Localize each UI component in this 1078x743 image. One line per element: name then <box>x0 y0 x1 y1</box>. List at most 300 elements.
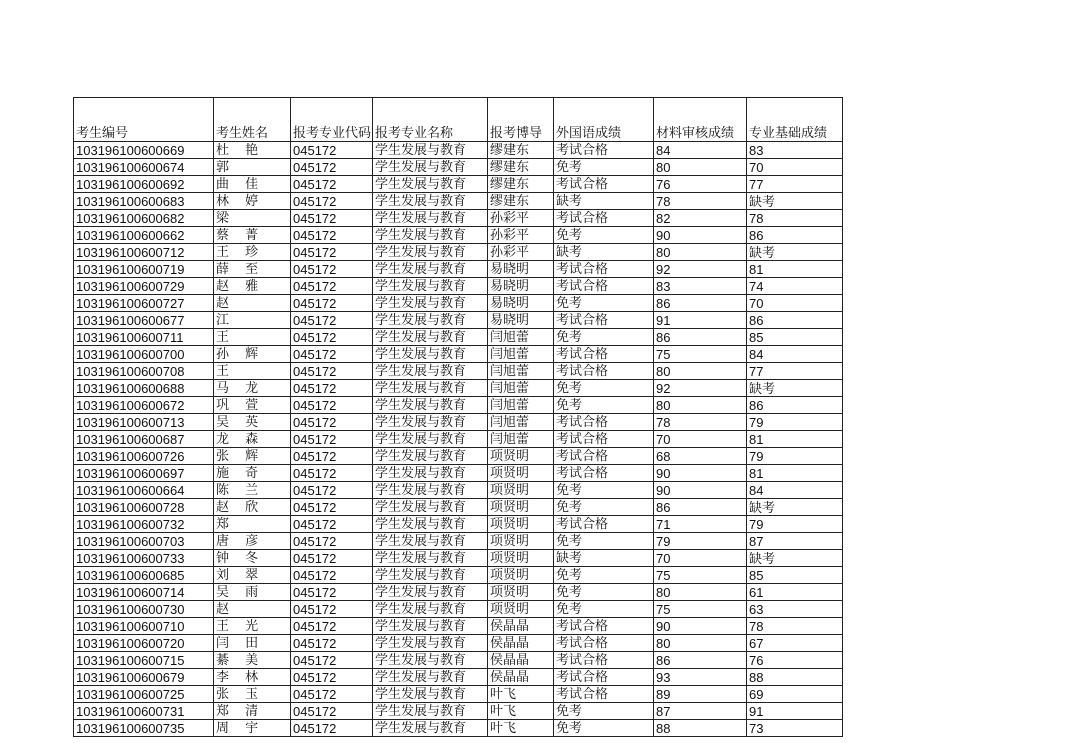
cell-foreign-language-score: 免考 <box>554 720 654 737</box>
cell-supervisor: 项贤明 <box>488 533 554 550</box>
cell-foreign-language-score: 考试合格 <box>554 516 654 533</box>
cell-foreign-language-score: 免考 <box>554 227 654 244</box>
cell-student-name: 杜 艳 <box>214 142 291 159</box>
cell-material-review-score: 90 <box>654 618 747 635</box>
cell-major-name: 学生发展与教育 <box>373 414 488 431</box>
cell-major-code: 045172 <box>291 227 373 244</box>
table-row <box>74 601 843 618</box>
cell-professional-basics-score: 86 <box>747 227 843 244</box>
cell-major-code: 045172 <box>291 244 373 261</box>
header-name: 考生姓名 <box>214 98 291 142</box>
cell-student-name: 王 珍 <box>214 244 291 261</box>
cell-exam-id: 103196100600733 <box>74 550 214 567</box>
table-row <box>74 295 843 312</box>
cell-material-review-score: 80 <box>654 244 747 261</box>
cell-major-code: 045172 <box>291 516 373 533</box>
cell-professional-basics-score: 73 <box>747 720 843 737</box>
cell-material-review-score: 79 <box>654 533 747 550</box>
cell-major-name: 学生发展与教育 <box>373 703 488 720</box>
cell-foreign-language-score: 免考 <box>554 159 654 176</box>
cell-major-code: 045172 <box>291 533 373 550</box>
cell-material-review-score: 76 <box>654 176 747 193</box>
cell-supervisor: 孙彩平 <box>488 227 554 244</box>
cell-material-review-score: 80 <box>654 363 747 380</box>
cell-exam-id: 103196100600697 <box>74 465 214 482</box>
cell-material-review-score: 87 <box>654 703 747 720</box>
cell-material-review-score: 86 <box>654 295 747 312</box>
cell-exam-id: 103196100600731 <box>74 703 214 720</box>
cell-major-name: 学生发展与教育 <box>373 584 488 601</box>
cell-exam-id: 103196100600728 <box>74 499 214 516</box>
cell-major-code: 045172 <box>291 295 373 312</box>
table-row <box>74 278 843 295</box>
cell-major-name: 学生发展与教育 <box>373 567 488 584</box>
cell-foreign-language-score: 缺考 <box>554 193 654 210</box>
cell-exam-id: 103196100600719 <box>74 261 214 278</box>
header-professional-basics: 专业基础成绩 <box>747 98 843 142</box>
cell-foreign-language-score: 免考 <box>554 601 654 618</box>
table-row <box>74 227 843 244</box>
cell-major-code: 045172 <box>291 499 373 516</box>
cell-major-name: 学生发展与教育 <box>373 448 488 465</box>
cell-student-name: 吴 雨 <box>214 584 291 601</box>
table-row <box>74 312 843 329</box>
cell-student-name: 唐 彦 <box>214 533 291 550</box>
cell-major-name: 学生发展与教育 <box>373 210 488 227</box>
cell-student-name: 赵 <box>214 295 291 312</box>
cell-student-name: 吴 英 <box>214 414 291 431</box>
cell-supervisor: 叶飞 <box>488 703 554 720</box>
cell-supervisor: 闫旭蕾 <box>488 414 554 431</box>
cell-professional-basics-score: 缺考 <box>747 550 843 567</box>
cell-foreign-language-score: 考试合格 <box>554 669 654 686</box>
cell-major-code: 045172 <box>291 397 373 414</box>
cell-material-review-score: 78 <box>654 414 747 431</box>
cell-student-name: 王 <box>214 329 291 346</box>
cell-major-code: 045172 <box>291 431 373 448</box>
cell-professional-basics-score: 缺考 <box>747 380 843 397</box>
cell-professional-basics-score: 78 <box>747 210 843 227</box>
cell-material-review-score: 92 <box>654 261 747 278</box>
cell-professional-basics-score: 70 <box>747 159 843 176</box>
cell-student-name: 江 <box>214 312 291 329</box>
cell-foreign-language-score: 免考 <box>554 380 654 397</box>
cell-major-code: 045172 <box>291 550 373 567</box>
cell-professional-basics-score: 85 <box>747 329 843 346</box>
cell-foreign-language-score: 免考 <box>554 499 654 516</box>
table-row <box>74 159 843 176</box>
cell-foreign-language-score: 免考 <box>554 482 654 499</box>
cell-major-name: 学生发展与教育 <box>373 601 488 618</box>
cell-student-name: 孙 辉 <box>214 346 291 363</box>
cell-professional-basics-score: 84 <box>747 346 843 363</box>
cell-foreign-language-score: 考试合格 <box>554 618 654 635</box>
cell-foreign-language-score: 考试合格 <box>554 261 654 278</box>
cell-major-name: 学生发展与教育 <box>373 380 488 397</box>
cell-major-name: 学生发展与教育 <box>373 482 488 499</box>
cell-material-review-score: 71 <box>654 516 747 533</box>
table-row <box>74 669 843 686</box>
table-row <box>74 244 843 261</box>
cell-foreign-language-score: 考试合格 <box>554 363 654 380</box>
cell-major-code: 045172 <box>291 380 373 397</box>
table-row <box>74 635 843 652</box>
cell-supervisor: 闫旭蕾 <box>488 346 554 363</box>
cell-major-name: 学生发展与教育 <box>373 533 488 550</box>
cell-material-review-score: 70 <box>654 550 747 567</box>
cell-major-code: 045172 <box>291 482 373 499</box>
cell-professional-basics-score: 79 <box>747 414 843 431</box>
cell-major-name: 学生发展与教育 <box>373 686 488 703</box>
cell-exam-id: 103196100600711 <box>74 329 214 346</box>
table-row <box>74 465 843 482</box>
cell-supervisor: 项贤明 <box>488 584 554 601</box>
cell-supervisor: 易晓明 <box>488 261 554 278</box>
cell-supervisor: 易晓明 <box>488 312 554 329</box>
cell-major-name: 学生发展与教育 <box>373 346 488 363</box>
cell-student-name: 林 婷 <box>214 193 291 210</box>
cell-professional-basics-score: 缺考 <box>747 244 843 261</box>
header-row <box>74 98 843 142</box>
cell-professional-basics-score: 81 <box>747 431 843 448</box>
table-row <box>74 431 843 448</box>
cell-major-code: 045172 <box>291 584 373 601</box>
cell-student-name: 张 辉 <box>214 448 291 465</box>
cell-supervisor: 孙彩平 <box>488 244 554 261</box>
cell-exam-id: 103196100600726 <box>74 448 214 465</box>
cell-major-name: 学生发展与教育 <box>373 261 488 278</box>
cell-exam-id: 103196100600725 <box>74 686 214 703</box>
cell-major-name: 学生发展与教育 <box>373 431 488 448</box>
table-row <box>74 499 843 516</box>
cell-foreign-language-score: 考试合格 <box>554 431 654 448</box>
cell-major-name: 学生发展与教育 <box>373 397 488 414</box>
cell-major-code: 045172 <box>291 618 373 635</box>
cell-supervisor: 易晓明 <box>488 295 554 312</box>
cell-foreign-language-score: 免考 <box>554 584 654 601</box>
table-row <box>74 533 843 550</box>
table-row <box>74 448 843 465</box>
cell-major-name: 学生发展与教育 <box>373 669 488 686</box>
cell-major-code: 045172 <box>291 346 373 363</box>
cell-student-name: 施 奇 <box>214 465 291 482</box>
cell-student-name: 巩 萱 <box>214 397 291 414</box>
cell-student-name: 赵 雅 <box>214 278 291 295</box>
cell-exam-id: 103196100600714 <box>74 584 214 601</box>
table-row <box>74 584 843 601</box>
cell-supervisor: 易晓明 <box>488 278 554 295</box>
table-row <box>74 329 843 346</box>
cell-professional-basics-score: 81 <box>747 465 843 482</box>
cell-material-review-score: 70 <box>654 431 747 448</box>
cell-supervisor: 项贤明 <box>488 567 554 584</box>
cell-major-name: 学生发展与教育 <box>373 618 488 635</box>
cell-exam-id: 103196100600688 <box>74 380 214 397</box>
cell-material-review-score: 91 <box>654 312 747 329</box>
cell-exam-id: 103196100600674 <box>74 159 214 176</box>
cell-exam-id: 103196100600672 <box>74 397 214 414</box>
cell-supervisor: 缪建东 <box>488 193 554 210</box>
cell-supervisor: 孙彩平 <box>488 210 554 227</box>
cell-supervisor: 缪建东 <box>488 176 554 193</box>
cell-major-code: 045172 <box>291 635 373 652</box>
cell-professional-basics-score: 缺考 <box>747 499 843 516</box>
cell-major-name: 学生发展与教育 <box>373 499 488 516</box>
cell-supervisor: 侯晶晶 <box>488 618 554 635</box>
cell-material-review-score: 90 <box>654 227 747 244</box>
cell-material-review-score: 75 <box>654 601 747 618</box>
header-supervisor: 报考博导 <box>488 98 554 142</box>
cell-exam-id: 103196100600727 <box>74 295 214 312</box>
cell-foreign-language-score: 免考 <box>554 567 654 584</box>
cell-student-name: 马 龙 <box>214 380 291 397</box>
header-material-review: 材料审核成绩 <box>654 98 747 142</box>
cell-professional-basics-score: 91 <box>747 703 843 720</box>
table-row <box>74 142 843 159</box>
cell-professional-basics-score: 87 <box>747 533 843 550</box>
cell-major-code: 045172 <box>291 686 373 703</box>
cell-major-code: 045172 <box>291 210 373 227</box>
cell-professional-basics-score: 81 <box>747 261 843 278</box>
cell-material-review-score: 93 <box>654 669 747 686</box>
cell-professional-basics-score: 86 <box>747 312 843 329</box>
cell-exam-id: 103196100600715 <box>74 652 214 669</box>
cell-supervisor: 侯晶晶 <box>488 635 554 652</box>
table-row <box>74 380 843 397</box>
cell-exam-id: 103196100600692 <box>74 176 214 193</box>
cell-major-code: 045172 <box>291 720 373 737</box>
cell-professional-basics-score: 88 <box>747 669 843 686</box>
cell-material-review-score: 89 <box>654 686 747 703</box>
cell-professional-basics-score: 76 <box>747 652 843 669</box>
cell-student-name: 梁 <box>214 210 291 227</box>
cell-student-name: 赵 欣 <box>214 499 291 516</box>
cell-supervisor: 闫旭蕾 <box>488 431 554 448</box>
cell-supervisor: 闫旭蕾 <box>488 397 554 414</box>
cell-supervisor: 闫旭蕾 <box>488 380 554 397</box>
cell-professional-basics-score: 85 <box>747 567 843 584</box>
cell-student-name: 钟 冬 <box>214 550 291 567</box>
table-row <box>74 567 843 584</box>
table-row <box>74 652 843 669</box>
cell-exam-id: 103196100600687 <box>74 431 214 448</box>
cell-supervisor: 项贤明 <box>488 482 554 499</box>
table-row <box>74 720 843 737</box>
cell-supervisor: 叶飞 <box>488 686 554 703</box>
cell-foreign-language-score: 免考 <box>554 329 654 346</box>
cell-foreign-language-score: 考试合格 <box>554 312 654 329</box>
cell-foreign-language-score: 考试合格 <box>554 176 654 193</box>
cell-material-review-score: 90 <box>654 465 747 482</box>
cell-exam-id: 103196100600682 <box>74 210 214 227</box>
table-row <box>74 176 843 193</box>
cell-student-name: 曲 佳 <box>214 176 291 193</box>
cell-supervisor: 项贤明 <box>488 601 554 618</box>
cell-supervisor: 侯晶晶 <box>488 652 554 669</box>
cell-major-code: 045172 <box>291 312 373 329</box>
cell-material-review-score: 86 <box>654 329 747 346</box>
cell-major-code: 045172 <box>291 601 373 618</box>
cell-major-name: 学生发展与教育 <box>373 652 488 669</box>
cell-major-code: 045172 <box>291 142 373 159</box>
cell-exam-id: 103196100600710 <box>74 618 214 635</box>
cell-professional-basics-score: 78 <box>747 618 843 635</box>
cell-supervisor: 项贤明 <box>488 465 554 482</box>
cell-major-name: 学生发展与教育 <box>373 176 488 193</box>
cell-foreign-language-score: 免考 <box>554 703 654 720</box>
cell-student-name: 陈 兰 <box>214 482 291 499</box>
cell-major-code: 045172 <box>291 159 373 176</box>
cell-exam-id: 103196100600683 <box>74 193 214 210</box>
cell-supervisor: 项贤明 <box>488 516 554 533</box>
cell-foreign-language-score: 考试合格 <box>554 346 654 363</box>
header-foreign-language: 外国语成绩 <box>554 98 654 142</box>
cell-major-code: 045172 <box>291 193 373 210</box>
cell-professional-basics-score: 79 <box>747 448 843 465</box>
cell-major-code: 045172 <box>291 652 373 669</box>
cell-major-code: 045172 <box>291 414 373 431</box>
cell-student-name: 闫 田 <box>214 635 291 652</box>
cell-material-review-score: 92 <box>654 380 747 397</box>
cell-student-name: 刘 翠 <box>214 567 291 584</box>
cell-professional-basics-score: 63 <box>747 601 843 618</box>
cell-foreign-language-score: 考试合格 <box>554 652 654 669</box>
cell-material-review-score: 80 <box>654 635 747 652</box>
header-major-code: 报考专业代码 <box>291 98 373 142</box>
cell-professional-basics-score: 67 <box>747 635 843 652</box>
cell-supervisor: 项贤明 <box>488 499 554 516</box>
cell-supervisor: 侯晶晶 <box>488 669 554 686</box>
cell-exam-id: 103196100600700 <box>74 346 214 363</box>
cell-professional-basics-score: 70 <box>747 295 843 312</box>
score-table <box>73 97 843 737</box>
cell-student-name: 周 宇 <box>214 720 291 737</box>
cell-material-review-score: 83 <box>654 278 747 295</box>
cell-major-name: 学生发展与教育 <box>373 142 488 159</box>
cell-major-code: 045172 <box>291 567 373 584</box>
table-row <box>74 618 843 635</box>
cell-student-name: 李 林 <box>214 669 291 686</box>
cell-professional-basics-score: 77 <box>747 363 843 380</box>
cell-major-code: 045172 <box>291 703 373 720</box>
cell-material-review-score: 86 <box>654 499 747 516</box>
cell-exam-id: 103196100600708 <box>74 363 214 380</box>
cell-material-review-score: 88 <box>654 720 747 737</box>
cell-material-review-score: 86 <box>654 652 747 669</box>
cell-major-code: 045172 <box>291 669 373 686</box>
cell-student-name: 薛 至 <box>214 261 291 278</box>
cell-supervisor: 闫旭蕾 <box>488 363 554 380</box>
table-row <box>74 346 843 363</box>
table-row <box>74 550 843 567</box>
cell-exam-id: 103196100600732 <box>74 516 214 533</box>
cell-foreign-language-score: 缺考 <box>554 550 654 567</box>
cell-major-name: 学生发展与教育 <box>373 329 488 346</box>
cell-major-name: 学生发展与教育 <box>373 312 488 329</box>
cell-foreign-language-score: 考试合格 <box>554 142 654 159</box>
cell-foreign-language-score: 免考 <box>554 397 654 414</box>
cell-professional-basics-score: 83 <box>747 142 843 159</box>
cell-major-name: 学生发展与教育 <box>373 295 488 312</box>
cell-material-review-score: 75 <box>654 346 747 363</box>
table-row <box>74 414 843 431</box>
cell-exam-id: 103196100600730 <box>74 601 214 618</box>
cell-professional-basics-score: 77 <box>747 176 843 193</box>
header-major-name: 报考专业名称 <box>373 98 488 142</box>
cell-major-name: 学生发展与教育 <box>373 227 488 244</box>
cell-foreign-language-score: 缺考 <box>554 244 654 261</box>
cell-material-review-score: 80 <box>654 397 747 414</box>
cell-exam-id: 103196100600664 <box>74 482 214 499</box>
table-row <box>74 193 843 210</box>
table-row <box>74 397 843 414</box>
cell-professional-basics-score: 缺考 <box>747 193 843 210</box>
table-row <box>74 516 843 533</box>
cell-foreign-language-score: 免考 <box>554 295 654 312</box>
cell-major-name: 学生发展与教育 <box>373 465 488 482</box>
cell-foreign-language-score: 考试合格 <box>554 465 654 482</box>
cell-foreign-language-score: 考试合格 <box>554 278 654 295</box>
table-row <box>74 261 843 278</box>
cell-supervisor: 缪建东 <box>488 159 554 176</box>
cell-student-name: 赵 <box>214 601 291 618</box>
cell-exam-id: 103196100600703 <box>74 533 214 550</box>
cell-exam-id: 103196100600735 <box>74 720 214 737</box>
cell-major-code: 045172 <box>291 329 373 346</box>
cell-student-name: 王 光 <box>214 618 291 635</box>
cell-exam-id: 103196100600685 <box>74 567 214 584</box>
cell-supervisor: 缪建东 <box>488 142 554 159</box>
cell-material-review-score: 78 <box>654 193 747 210</box>
cell-major-name: 学生发展与教育 <box>373 720 488 737</box>
table-row <box>74 703 843 720</box>
cell-exam-id: 103196100600677 <box>74 312 214 329</box>
cell-exam-id: 103196100600729 <box>74 278 214 295</box>
cell-supervisor: 闫旭蕾 <box>488 329 554 346</box>
cell-major-name: 学生发展与教育 <box>373 516 488 533</box>
cell-major-code: 045172 <box>291 465 373 482</box>
cell-major-code: 045172 <box>291 448 373 465</box>
table-body <box>74 142 843 737</box>
cell-supervisor: 叶飞 <box>488 720 554 737</box>
cell-major-code: 045172 <box>291 363 373 380</box>
cell-material-review-score: 84 <box>654 142 747 159</box>
cell-exam-id: 103196100600713 <box>74 414 214 431</box>
cell-material-review-score: 80 <box>654 159 747 176</box>
cell-student-name: 蔡 菁 <box>214 227 291 244</box>
cell-student-name: 王 <box>214 363 291 380</box>
cell-foreign-language-score: 考试合格 <box>554 210 654 227</box>
cell-professional-basics-score: 84 <box>747 482 843 499</box>
cell-student-name: 郭 <box>214 159 291 176</box>
cell-professional-basics-score: 61 <box>747 584 843 601</box>
cell-material-review-score: 90 <box>654 482 747 499</box>
cell-student-name: 龙 森 <box>214 431 291 448</box>
table-row <box>74 482 843 499</box>
cell-exam-id: 103196100600662 <box>74 227 214 244</box>
cell-material-review-score: 80 <box>654 584 747 601</box>
cell-major-name: 学生发展与教育 <box>373 550 488 567</box>
cell-foreign-language-score: 考试合格 <box>554 635 654 652</box>
table-row <box>74 686 843 703</box>
cell-major-name: 学生发展与教育 <box>373 363 488 380</box>
cell-exam-id: 103196100600669 <box>74 142 214 159</box>
cell-major-code: 045172 <box>291 176 373 193</box>
cell-material-review-score: 68 <box>654 448 747 465</box>
cell-exam-id: 103196100600712 <box>74 244 214 261</box>
cell-major-code: 045172 <box>291 261 373 278</box>
cell-foreign-language-score: 考试合格 <box>554 686 654 703</box>
